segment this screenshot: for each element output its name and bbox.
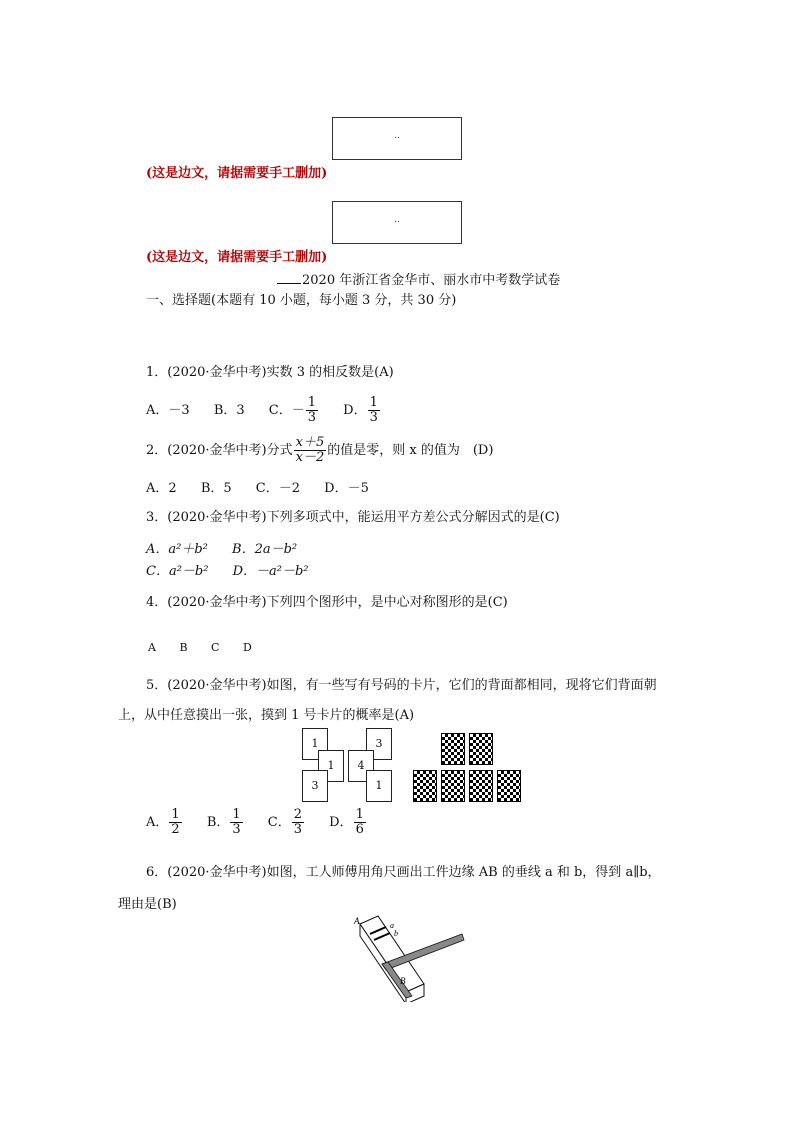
header-box-1 — [332, 117, 462, 160]
label-A: A — [354, 916, 360, 926]
numerator: 1 — [307, 395, 317, 410]
denominator: 6 — [355, 822, 364, 837]
fraction — [230, 808, 242, 837]
numerator: 1 — [232, 807, 241, 822]
q1-option-d-prefix: D． — [343, 403, 367, 418]
q3-option-b: B．2a－b² — [232, 542, 298, 557]
q1-option-d — [343, 396, 381, 425]
q3-option-d: D．－a²－b² — [232, 564, 309, 579]
q2-option-c: C．－2 — [255, 481, 300, 496]
section-heading: 一、选择题(本题有 10 小题，每小题 3 分，共 30 分) — [146, 293, 457, 308]
q2-option-b: B．5 — [200, 481, 232, 496]
fraction — [354, 808, 366, 837]
question-3: 3．(2020·金华中考)下列多项式中，能运用平方差公式分解因式的是(C) — [146, 510, 560, 525]
q5-option-b — [207, 808, 244, 837]
q1-options — [146, 396, 401, 425]
question-6-line2: 理由是(B) — [118, 897, 177, 912]
question-5-line2: 上，从中任意摸出一张，摸到 1 号卡片的概率是(A) — [118, 708, 415, 723]
fraction — [169, 808, 181, 837]
card-front: 1 — [318, 750, 344, 782]
card-back — [441, 770, 465, 802]
denominator: 3 — [293, 822, 303, 837]
numerator: 1 — [369, 395, 378, 410]
q1-option-c-prefix: C．－ — [268, 403, 305, 418]
q1-option-c — [269, 396, 319, 425]
box-dots: .. — [394, 131, 400, 141]
fraction — [306, 396, 318, 425]
q4-figure-labels — [148, 641, 252, 654]
q5-options — [146, 808, 387, 837]
q3-options-row2 — [146, 560, 329, 579]
q5-option-a — [146, 808, 183, 837]
q2-fraction — [294, 436, 327, 465]
denominator: 2 — [171, 822, 180, 837]
denominator: x－2 — [295, 450, 325, 465]
q2-options — [146, 477, 389, 496]
q5-option-c-prefix: C． — [267, 815, 291, 830]
q6-figure — [352, 912, 472, 1002]
q4-label-c: C — [211, 641, 220, 654]
card-back — [441, 733, 465, 765]
box-dots: .. — [394, 215, 400, 225]
q2-suffix: 的值是零，则 x 的值为 (D) — [327, 443, 494, 458]
q3-option-c: C．a²－b² — [146, 564, 209, 579]
card-back — [469, 770, 493, 802]
q3-option-a: A．a²＋b² — [146, 542, 208, 557]
question-1: 1．(2020·金华中考)实数 3 的相反数是(A) — [146, 365, 394, 380]
q3-options-row1 — [146, 538, 317, 557]
q5-option-a-prefix: A． — [146, 815, 169, 830]
fraction — [368, 396, 380, 425]
header-box-2 — [332, 201, 462, 244]
card-front: 1 — [302, 728, 328, 760]
card-back — [413, 770, 437, 802]
card-back — [469, 733, 493, 765]
q5-option-d-prefix: D． — [329, 815, 353, 830]
margin-note-2: (这是边文，请据需要手工删加) — [146, 250, 328, 265]
card-front: 3 — [302, 770, 328, 802]
denominator: 3 — [307, 410, 317, 425]
q5-option-c — [268, 808, 305, 837]
denominator: 3 — [232, 822, 241, 837]
numerator: 1 — [355, 807, 364, 822]
card-front: 3 — [366, 728, 392, 760]
q1-option-a: A．－3 — [146, 403, 190, 418]
q4-label-d: D — [242, 641, 252, 654]
question-5-line1: 5．(2020·金华中考)如图，有一些写有号码的卡片，它们的背面都相同，现将它们背面朝 — [146, 678, 657, 693]
card-front: 4 — [348, 750, 374, 782]
numerator: 1 — [171, 807, 180, 822]
q1-option-b: B．3 — [213, 403, 245, 418]
q2-prefix: 2．(2020·金华中考)分式 — [146, 443, 293, 458]
fraction — [292, 808, 304, 837]
q2-option-d: D．－5 — [324, 481, 369, 496]
title-underline — [277, 283, 301, 284]
label-B: B — [400, 976, 406, 986]
q2-option-a: A．2 — [146, 481, 177, 496]
q5-option-b-prefix: B． — [206, 815, 230, 830]
card-back — [497, 770, 521, 802]
page-title: 2020 年浙江省金华市、丽水市中考数学试卷 — [302, 273, 561, 288]
question-6-line1: 6．(2020·金华中考)如图，工人师傅用角尺画出工件边缘 AB 的垂线 a 和 b，得到 a∥b， — [146, 865, 661, 880]
q5-option-d — [329, 808, 367, 837]
question-2 — [146, 436, 493, 465]
q4-label-a: A — [148, 641, 156, 654]
card-front: 1 — [366, 770, 392, 802]
numerator: x＋5 — [295, 435, 325, 450]
numerator: 2 — [293, 807, 303, 822]
margin-note-1: (这是边文，请据需要手工删加) — [146, 166, 328, 181]
label-b: b — [394, 929, 398, 938]
q4-label-b: B — [179, 641, 188, 654]
question-4: 4．(2020·金华中考)下列四个图形中，是中心对称图形的是(C) — [146, 595, 508, 610]
denominator: 3 — [369, 410, 378, 425]
label-a: a — [390, 921, 394, 930]
